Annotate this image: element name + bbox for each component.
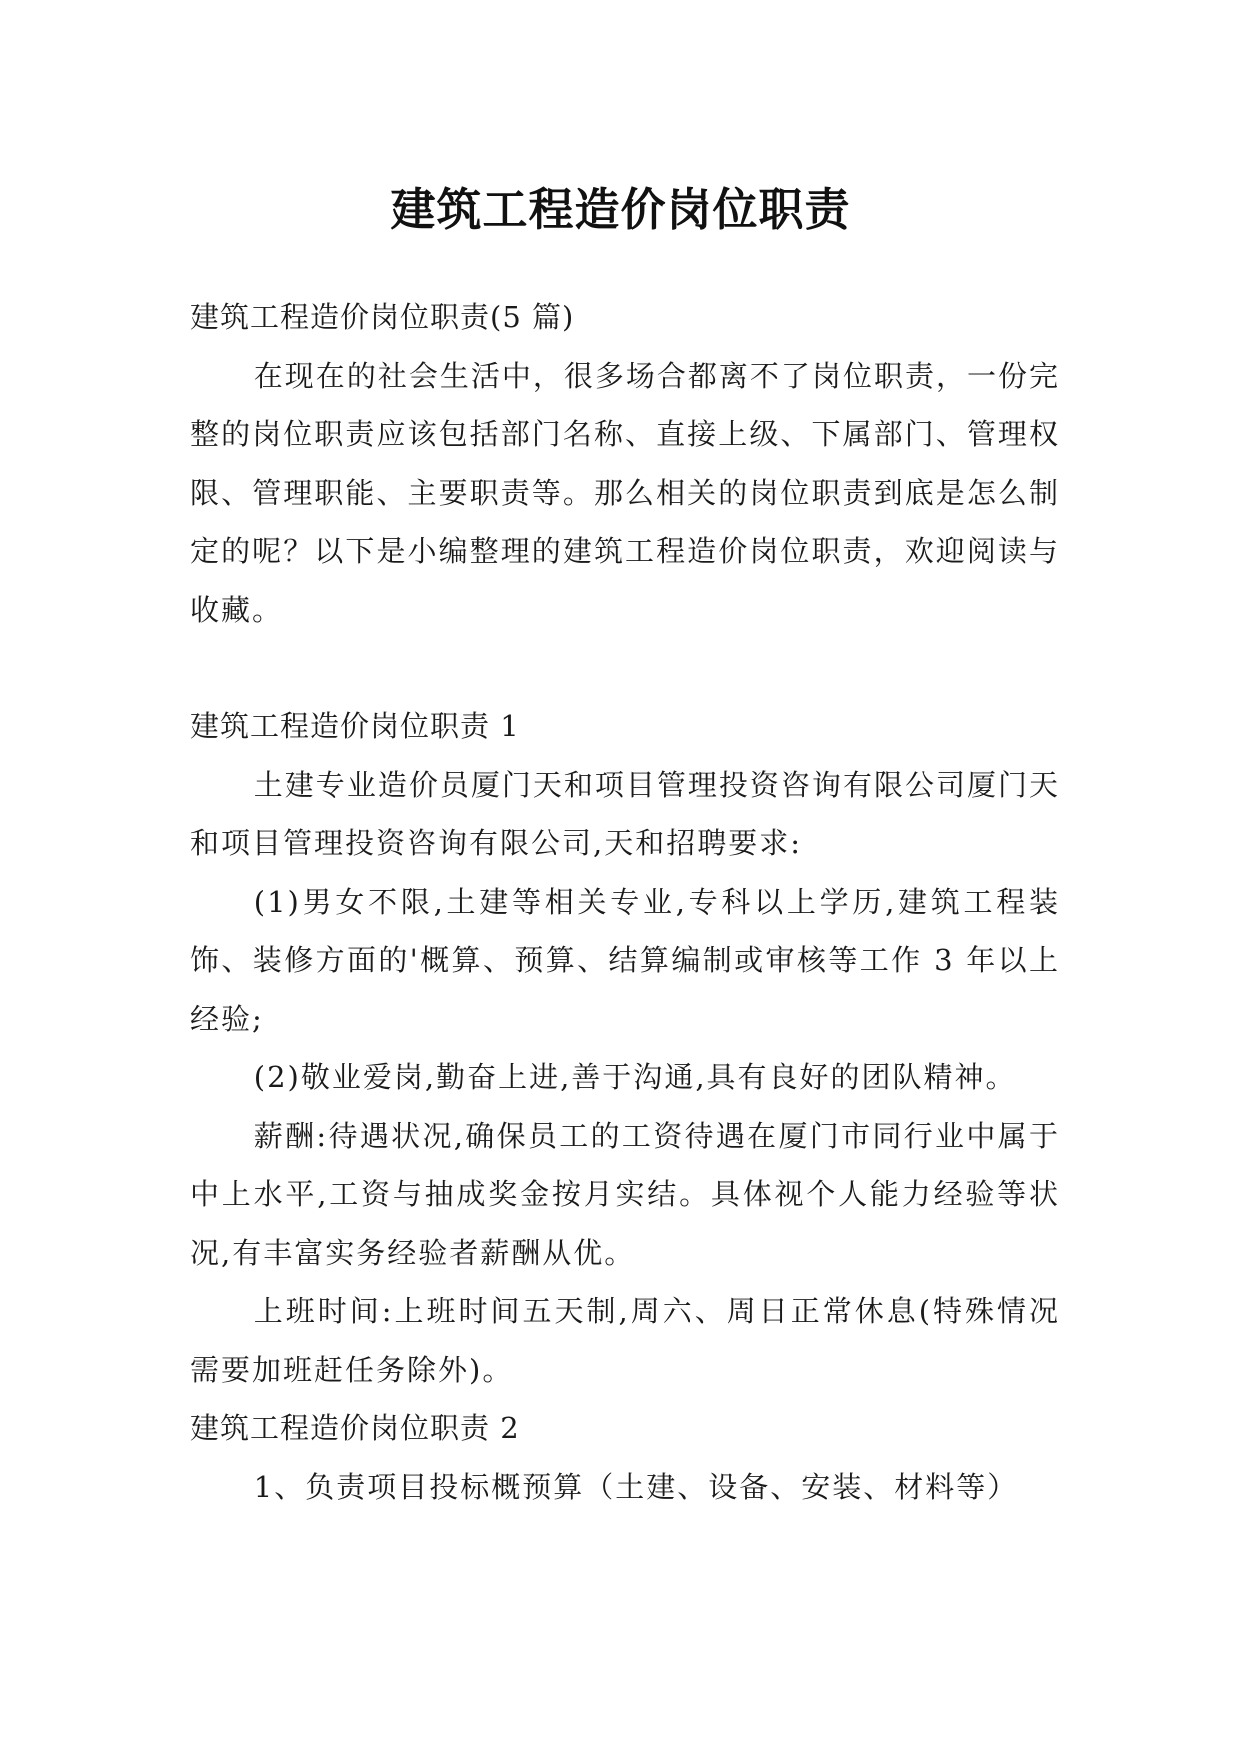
intro-paragraph: 在现在的社会生活中，很多场合都离不了岗位职责，一份完整的岗位职责应该包括部门名称、直接上级、下属部门、管理权限、管理职能、主要职责等。那么相关的岗位职责到底是怎么制定的呢？以下是小编整理的建筑工程造价岗位职责，欢迎阅读与收藏。 <box>190 358 1060 627</box>
paragraph-duty-1: 1、负责项目投标概预算（土建、设备、安装、材料等） <box>253 1469 1019 1504</box>
section-heading-2: 建筑工程造价岗位职责 2 <box>190 1411 520 1445</box>
section-heading-1: 建筑工程造价岗位职责 1 <box>190 709 520 743</box>
paragraph-company: 土建专业造价员厦门天和项目管理投资咨询有限公司厦门天和项目管理投资咨询有限公司,天和招聘要求: <box>190 767 1060 860</box>
section-heading-intro: 建筑工程造价岗位职责(5 篇) <box>190 300 575 334</box>
paragraph-work-hours: 上班时间:上班时间五天制,周六、周日正常休息(特殊情况需要加班赶任务除外)。 <box>190 1294 1060 1387</box>
document-title: 建筑工程造价岗位职责 <box>390 183 851 237</box>
paragraph-requirement-2: (2)敬业爱岗,勤奋上进,善于沟通,具有良好的团队精神。 <box>253 1060 1017 1094</box>
document-body <box>190 288 1060 1516</box>
paragraph-salary: 薪酬:待遇状况,确保员工的工资待遇在厦门市同行业中属于中上水平,工资与抽成奖金按月实结。具体视个人能力经验等状况,有丰富实务经验者薪酬从优。 <box>190 1118 1060 1270</box>
paragraph-requirement-1: (1)男女不限,土建等相关专业,专科以上学历,建筑工程装饰、装修方面的'概算、预算、结算编制或审核等工作 3 年以上经验; <box>190 884 1061 1036</box>
